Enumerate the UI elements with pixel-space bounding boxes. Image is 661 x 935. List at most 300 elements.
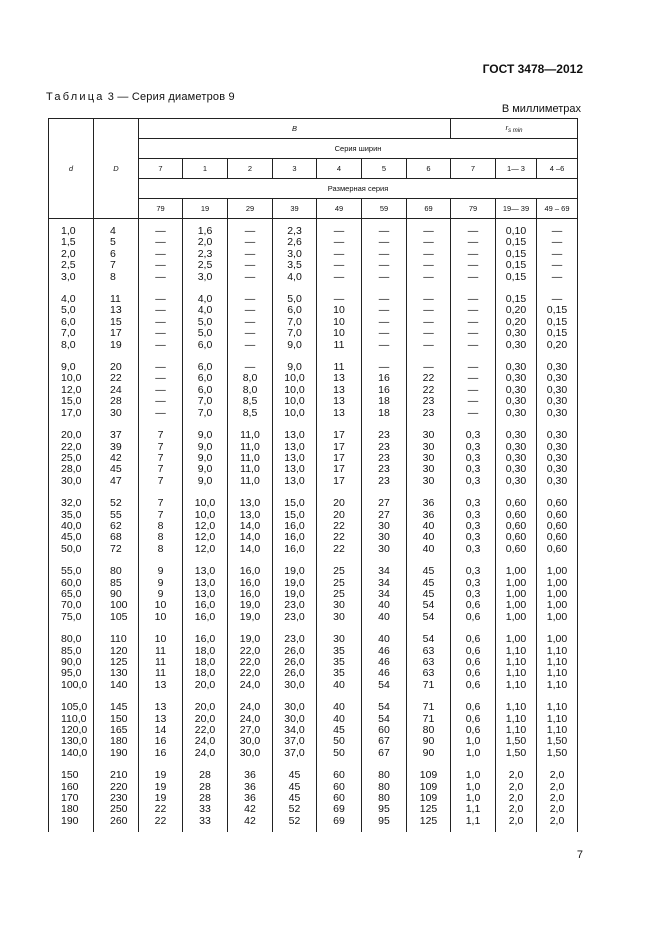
table-cell: 18,0 <box>183 668 228 679</box>
table-cell: 15,0 <box>273 510 317 521</box>
table-cell: 71 <box>407 691 451 713</box>
table-cell: 4,0 <box>273 272 317 283</box>
table-cell: 1,0 <box>451 793 496 804</box>
table-cell: 160 <box>49 782 94 793</box>
table-cell: 46 <box>362 657 407 668</box>
table-cell: 1,10 <box>537 680 578 691</box>
table-cell: 16 <box>139 748 183 759</box>
table-cell: — <box>228 237 273 248</box>
table-cell: 30 <box>94 408 139 419</box>
table-cell: 20,0 <box>49 419 94 441</box>
table-cell: 11 <box>139 668 183 679</box>
table-cell: 28 <box>183 793 228 804</box>
table-caption-prefix: Таблица <box>46 91 105 103</box>
table-cell: 22 <box>139 804 183 815</box>
table-cell: 37 <box>94 419 139 441</box>
table-cell: 7 <box>139 487 183 509</box>
table-row <box>49 759 578 781</box>
table-cell: — <box>139 272 183 283</box>
table-cell: 60,0 <box>49 578 94 589</box>
table-cell: 19,0 <box>228 612 273 623</box>
table-cell: 19,0 <box>273 578 317 589</box>
table-cell: 13 <box>317 396 362 407</box>
table-cell: 13,0 <box>183 589 228 600</box>
table-cell: 36 <box>228 793 273 804</box>
table-cell: 80 <box>362 793 407 804</box>
table-cell: 27,0 <box>228 725 273 736</box>
table-cell: 0,60 <box>496 521 537 532</box>
table-cell: 0,3 <box>451 555 496 577</box>
table-cell: 8 <box>94 272 139 283</box>
table-row <box>49 691 578 713</box>
table-cell: 90 <box>94 589 139 600</box>
table-cell: — <box>228 305 273 316</box>
table-cell: 80,0 <box>49 623 94 645</box>
table-cell: 0,30 <box>537 419 578 441</box>
table-cell: 0,15 <box>496 272 537 283</box>
table-cell: 6,0 <box>183 385 228 396</box>
table-cell: 1,10 <box>537 646 578 657</box>
table-cell: 80 <box>362 759 407 781</box>
table-cell: 2,0 <box>183 237 228 248</box>
table-cell: 12,0 <box>183 521 228 532</box>
table-cell: 125 <box>407 816 451 832</box>
table-cell: 0,30 <box>537 476 578 487</box>
table-cell: 6,0 <box>183 340 228 351</box>
table-cell: — <box>451 385 496 396</box>
table-cell: 10 <box>317 317 362 328</box>
table-cell: 16,0 <box>273 532 317 543</box>
table-cell: 0,60 <box>496 510 537 521</box>
table-cell: 30,0 <box>273 714 317 725</box>
table-cell: 13,0 <box>273 419 317 441</box>
table-cell: 63 <box>407 646 451 657</box>
table-cell: 13,0 <box>273 442 317 453</box>
table-cell: 9,0 <box>49 351 94 373</box>
table-cell: 34 <box>362 555 407 577</box>
table-cell: 2,0 <box>537 782 578 793</box>
table-cell: 13,0 <box>183 555 228 577</box>
table-cell: 17,0 <box>49 408 94 419</box>
width-series-cell-3: 3 <box>273 159 317 179</box>
table-cell: 9 <box>139 589 183 600</box>
table-cell: 140,0 <box>49 748 94 759</box>
table-cell: 0,15 <box>537 305 578 316</box>
table-cell: 11,0 <box>228 419 273 441</box>
table-cell: — <box>317 272 362 283</box>
table-row <box>49 385 578 396</box>
table-cell: 7,0 <box>273 328 317 339</box>
table-cell: 0,30 <box>496 396 537 407</box>
table-cell: 30 <box>362 521 407 532</box>
table-cell: 12,0 <box>49 385 94 396</box>
size-series-cell-1: 19 <box>183 199 228 219</box>
table-cell: — <box>451 340 496 351</box>
table-cell: 2,0 <box>496 759 537 781</box>
size-series-label: Размерная серия <box>139 179 578 199</box>
table-cell: 18,0 <box>183 646 228 657</box>
table-cell: 10 <box>139 600 183 611</box>
size-series-cell-6: 69 <box>407 199 451 219</box>
table-cell: 150 <box>94 714 139 725</box>
table-cell: 150 <box>49 759 94 781</box>
table-cell: 17 <box>317 442 362 453</box>
table-cell: 42 <box>94 453 139 464</box>
table-row <box>49 578 578 589</box>
table-cell: 11 <box>317 340 362 351</box>
table-cell: 180 <box>49 804 94 815</box>
table-cell: 16 <box>362 385 407 396</box>
table-cell: 18,0 <box>183 657 228 668</box>
table-cell: — <box>139 237 183 248</box>
table-cell: 20 <box>317 487 362 509</box>
table-cell: 0,30 <box>496 476 537 487</box>
table-cell: 13 <box>139 680 183 691</box>
table-cell: 3,0 <box>273 249 317 260</box>
table-cell: 2,5 <box>183 260 228 271</box>
table-cell: 16,0 <box>228 589 273 600</box>
table-cell: 125 <box>407 804 451 815</box>
table-cell: 9,0 <box>183 453 228 464</box>
table-caption-text: 3 — Серия диаметров 9 <box>104 91 235 103</box>
table-cell: 1,10 <box>496 680 537 691</box>
table-cell: 80 <box>94 555 139 577</box>
table-cell: 8,0 <box>228 385 273 396</box>
table-cell: 4,0 <box>183 305 228 316</box>
table-cell: 19,0 <box>228 623 273 645</box>
table-row <box>49 419 578 441</box>
table-cell: — <box>228 340 273 351</box>
table-cell: 1,00 <box>496 589 537 600</box>
table-cell: 25 <box>317 589 362 600</box>
table-cell: 25,0 <box>49 453 94 464</box>
table-cell: 1,0 <box>451 736 496 747</box>
table-cell: 34,0 <box>273 725 317 736</box>
table-cell: 9,0 <box>183 419 228 441</box>
table-cell: 37,0 <box>273 748 317 759</box>
table-cell: 109 <box>407 759 451 781</box>
table-cell: — <box>537 219 578 238</box>
table-cell: 10 <box>139 623 183 645</box>
table-cell: 0,3 <box>451 464 496 475</box>
table-cell: 0,30 <box>537 373 578 384</box>
table-cell: 15,0 <box>273 487 317 509</box>
table-cell: 0,15 <box>537 317 578 328</box>
table-cell: 45 <box>94 464 139 475</box>
table-cell: 7 <box>139 453 183 464</box>
table-cell: 16 <box>139 736 183 747</box>
table-cell: — <box>407 272 451 283</box>
diameter-series-table <box>48 118 578 832</box>
table-cell: 52 <box>94 487 139 509</box>
table-cell: 16,0 <box>183 612 228 623</box>
table-cell: 2,3 <box>273 219 317 238</box>
table-cell: 19 <box>139 782 183 793</box>
table-cell: 16,0 <box>228 555 273 577</box>
table-cell: 19 <box>94 340 139 351</box>
table-cell: 8,5 <box>228 408 273 419</box>
size-series-cell-0: 79 <box>139 199 183 219</box>
table-cell: 20,0 <box>183 691 228 713</box>
table-cell: 16,0 <box>228 578 273 589</box>
table-cell: — <box>139 260 183 271</box>
table-cell: 105 <box>94 612 139 623</box>
table-cell: 85 <box>94 578 139 589</box>
rs-subscript: s min <box>508 128 523 134</box>
table-cell: 180 <box>94 736 139 747</box>
table-cell: 27 <box>362 487 407 509</box>
units-note: В миллиметрах <box>501 103 581 115</box>
table-cell: 190 <box>94 748 139 759</box>
table-cell: 16,0 <box>273 521 317 532</box>
table-row <box>49 442 578 453</box>
table-cell: — <box>139 305 183 316</box>
table-cell: 30 <box>317 612 362 623</box>
table-cell: 13,0 <box>183 578 228 589</box>
table-cell: 0,30 <box>496 419 537 441</box>
table-cell: 26,0 <box>273 657 317 668</box>
table-cell: 18 <box>362 408 407 419</box>
table-cell: — <box>317 260 362 271</box>
table-cell: — <box>317 219 362 238</box>
table-cell: 6,0 <box>49 317 94 328</box>
table-cell: 22,0 <box>183 725 228 736</box>
table-cell: 45 <box>407 589 451 600</box>
table-cell: 2,0 <box>537 816 578 832</box>
table-cell: 5,0 <box>49 305 94 316</box>
size-series-cell-7: 79 <box>451 199 496 219</box>
table-cell: 18 <box>362 396 407 407</box>
table-cell: 30,0 <box>273 691 317 713</box>
table-row <box>49 396 578 407</box>
table-cell: 22 <box>317 521 362 532</box>
table-cell: — <box>139 385 183 396</box>
table-cell: 0,20 <box>537 340 578 351</box>
table-cell: 1,00 <box>496 612 537 623</box>
table-cell: 36 <box>407 487 451 509</box>
table-cell: 6 <box>94 249 139 260</box>
table-cell: 40 <box>362 623 407 645</box>
table-cell: 24,0 <box>228 680 273 691</box>
table-cell: 1,00 <box>537 623 578 645</box>
table-cell: 60 <box>317 759 362 781</box>
table-cell: 54 <box>362 691 407 713</box>
table-cell: 10,0 <box>183 487 228 509</box>
table-cell: 0,6 <box>451 657 496 668</box>
table-cell: 11 <box>317 351 362 373</box>
table-cell: 69 <box>317 816 362 832</box>
table-cell: 0,3 <box>451 476 496 487</box>
table-cell: 14,0 <box>228 532 273 543</box>
table-cell: 100,0 <box>49 680 94 691</box>
table-cell: — <box>362 219 407 238</box>
table-cell: 40 <box>407 521 451 532</box>
table-cell: 50 <box>317 736 362 747</box>
table-cell: 7 <box>139 510 183 521</box>
table-cell: 0,3 <box>451 453 496 464</box>
table-cell: 54 <box>407 600 451 611</box>
table-cell: 17 <box>94 328 139 339</box>
table-cell: 1,10 <box>537 725 578 736</box>
table-cell: 0,60 <box>496 532 537 543</box>
table-cell: — <box>228 328 273 339</box>
table-cell: 35 <box>317 668 362 679</box>
table-cell: 30 <box>407 476 451 487</box>
table-cell: 8 <box>139 544 183 555</box>
table-cell: 24,0 <box>228 691 273 713</box>
table-row <box>49 476 578 487</box>
table-cell: 40 <box>407 544 451 555</box>
table-cell: 1,00 <box>537 612 578 623</box>
table-cell: — <box>139 340 183 351</box>
table-cell: 0,30 <box>537 351 578 373</box>
table-cell: 45 <box>407 555 451 577</box>
table-cell: 0,20 <box>496 305 537 316</box>
table-cell: 2,0 <box>537 804 578 815</box>
table-cell: 40 <box>317 691 362 713</box>
table-cell: 1,50 <box>537 748 578 759</box>
table-cell: — <box>228 260 273 271</box>
table-cell: 23,0 <box>273 600 317 611</box>
table-cell: 3,5 <box>273 260 317 271</box>
table-cell: 45 <box>407 578 451 589</box>
table-cell: 22 <box>407 385 451 396</box>
table-cell: 9,0 <box>183 476 228 487</box>
table-cell: 22 <box>94 373 139 384</box>
table-cell: 2,0 <box>537 759 578 781</box>
table-cell: 1,00 <box>537 555 578 577</box>
table-cell: 28 <box>183 782 228 793</box>
table-cell: 145 <box>94 691 139 713</box>
table-cell: 7 <box>94 260 139 271</box>
table-cell: 19 <box>139 759 183 781</box>
table-cell: 70,0 <box>49 600 94 611</box>
table-cell: 4,0 <box>183 283 228 305</box>
table-cell: 60 <box>317 782 362 793</box>
table-cell: 1,5 <box>49 237 94 248</box>
table-cell: — <box>451 272 496 283</box>
table-cell: 39 <box>94 442 139 453</box>
table-cell: 30 <box>407 442 451 453</box>
table-cell: 42 <box>228 816 273 832</box>
table-cell: 33 <box>183 816 228 832</box>
table-cell: 5,0 <box>183 317 228 328</box>
table-cell: 10,0 <box>273 373 317 384</box>
table-cell: 67 <box>362 736 407 747</box>
table-cell: 23 <box>407 408 451 419</box>
table-cell: — <box>407 249 451 260</box>
table-cell: 1,00 <box>496 600 537 611</box>
table-cell: 26,0 <box>273 646 317 657</box>
table-cell: 1,1 <box>451 816 496 832</box>
table-cell: 0,10 <box>496 219 537 238</box>
table-cell: 20 <box>94 351 139 373</box>
table-row <box>49 555 578 577</box>
table-cell: — <box>451 408 496 419</box>
table-cell: — <box>139 328 183 339</box>
table-row <box>49 748 578 759</box>
table-cell: 11 <box>139 657 183 668</box>
table-cell: 13,0 <box>273 453 317 464</box>
table-cell: 0,30 <box>537 442 578 453</box>
table-cell: 2,0 <box>537 793 578 804</box>
table-cell: 11,0 <box>228 476 273 487</box>
table-cell: 0,3 <box>451 487 496 509</box>
table-cell: 68 <box>94 532 139 543</box>
table-cell: 10,0 <box>273 408 317 419</box>
width-series-cell-4: 4 <box>317 159 362 179</box>
table-row <box>49 373 578 384</box>
size-series-cell-3: 39 <box>273 199 317 219</box>
table-cell: 30 <box>407 464 451 475</box>
table-row <box>49 544 578 555</box>
table-cell: 33 <box>183 804 228 815</box>
table-cell: 1,50 <box>537 736 578 747</box>
table-cell: 30 <box>317 623 362 645</box>
table-cell: 0,6 <box>451 646 496 657</box>
table-cell: 165 <box>94 725 139 736</box>
table-cell: 0,30 <box>496 373 537 384</box>
table-row <box>49 464 578 475</box>
table-cell: 24 <box>94 385 139 396</box>
table-cell: 120,0 <box>49 725 94 736</box>
table-cell: 13 <box>139 714 183 725</box>
table-cell: 71 <box>407 714 451 725</box>
table-cell: 7 <box>139 464 183 475</box>
table-cell: 1,0 <box>451 748 496 759</box>
table-cell: 0,6 <box>451 714 496 725</box>
page-number: 7 <box>576 849 583 861</box>
table-cell: 0,6 <box>451 600 496 611</box>
table-cell: — <box>362 351 407 373</box>
table-cell: 190 <box>49 816 94 832</box>
table-cell: — <box>537 272 578 283</box>
table-cell: 50,0 <box>49 544 94 555</box>
table-cell: — <box>228 317 273 328</box>
table-cell: 7 <box>139 419 183 441</box>
table-cell: — <box>362 249 407 260</box>
table-cell: 7,0 <box>49 328 94 339</box>
width-series-cell-8: 1— 3 <box>496 159 537 179</box>
table-cell: 1,00 <box>496 623 537 645</box>
table-row <box>49 219 578 238</box>
table-cell: 8,0 <box>49 340 94 351</box>
table-row <box>49 510 578 521</box>
table-cell: — <box>451 249 496 260</box>
table-cell: 0,3 <box>451 589 496 600</box>
table-cell: 13,0 <box>273 476 317 487</box>
table-cell: 60 <box>362 725 407 736</box>
table-cell: 0,30 <box>537 396 578 407</box>
table-cell: 24,0 <box>228 714 273 725</box>
table-cell: 7,0 <box>273 317 317 328</box>
table-row <box>49 260 578 271</box>
table-cell: 0,30 <box>496 340 537 351</box>
table-cell: 13,0 <box>228 510 273 521</box>
table-cell: 60 <box>317 793 362 804</box>
table-cell: 24,0 <box>183 748 228 759</box>
width-series-cell-1: 1 <box>183 159 228 179</box>
table-cell: 0,6 <box>451 668 496 679</box>
table-row <box>49 237 578 248</box>
table-cell: 0,6 <box>451 680 496 691</box>
table-cell: 0,30 <box>537 464 578 475</box>
table-cell: — <box>407 305 451 316</box>
table-cell: 120 <box>94 646 139 657</box>
table-cell: — <box>362 328 407 339</box>
table-cell: 37,0 <box>273 736 317 747</box>
table-cell: 10 <box>317 328 362 339</box>
